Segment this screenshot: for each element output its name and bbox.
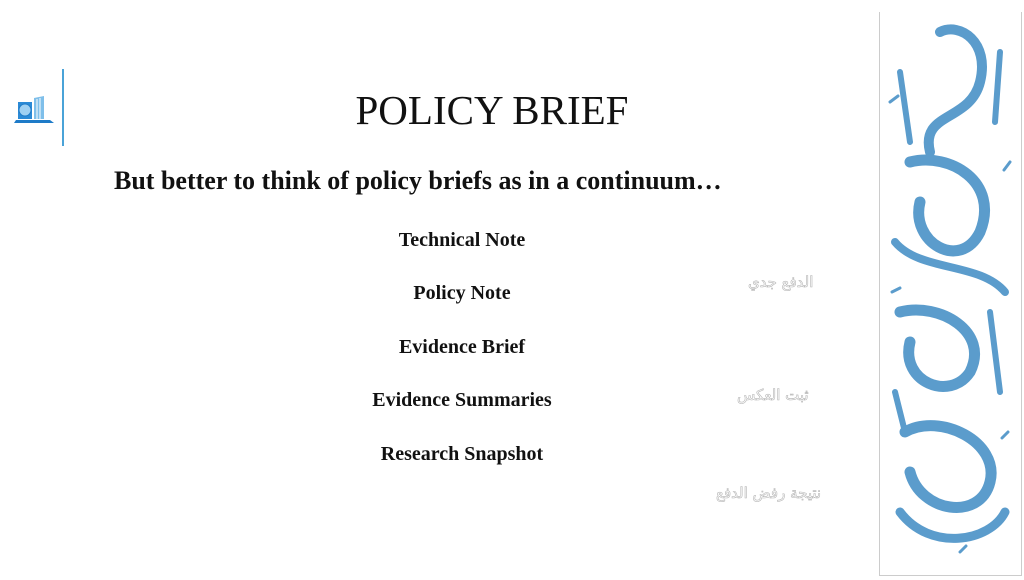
slide-title: POLICY BRIEF bbox=[355, 87, 629, 133]
list-item: Policy Note bbox=[413, 282, 511, 304]
calligraphy-artwork bbox=[880, 12, 1021, 575]
calligraphy-panel bbox=[879, 12, 1022, 576]
list-item: Evidence Brief bbox=[398, 336, 526, 358]
arabic-label: ثبت العكس bbox=[737, 386, 809, 404]
arabic-label: نتيجة رفض الدفع bbox=[716, 484, 822, 502]
list-item: Research Snapshot bbox=[380, 443, 544, 465]
list-item: Evidence Summaries bbox=[372, 389, 552, 411]
list-item: Technical Note bbox=[398, 229, 526, 251]
slide-subtitle: But better to think of policy briefs as in a continuum… bbox=[114, 166, 722, 195]
arabic-label: الدفع جدي bbox=[748, 273, 814, 291]
